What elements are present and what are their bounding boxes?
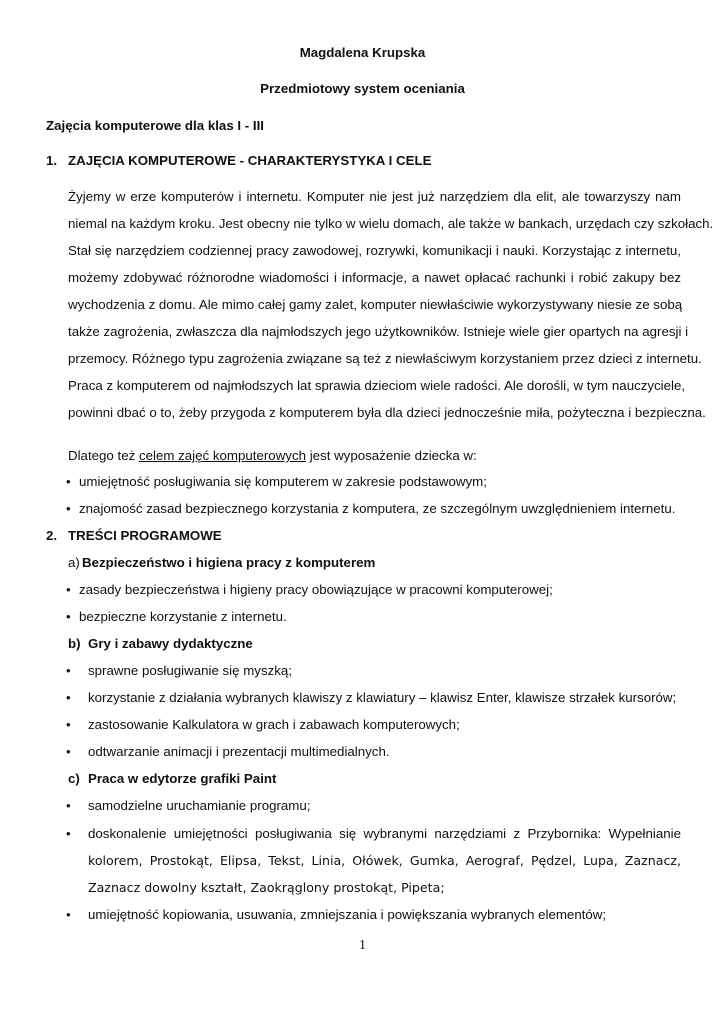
- list-item: umiejętność kopiowania, usuwania, zmniejszania i powiększania wybranych elementów;: [88, 907, 607, 922]
- list-item: samodzielne uruchamianie programu;: [88, 798, 311, 813]
- paragraph-line: Stał się narzędziem codziennej pracy zawodowej, rozrywki, komunikacji i nauki. Korzystając z internetu,: [68, 243, 681, 258]
- section-2-number: 2.: [46, 528, 58, 543]
- paragraph-line: Praca z komputerem od najmłodszych lat sprawia dzieciom wiele radości. Ale dorośli, w tym nauczyciele,: [68, 378, 686, 393]
- paragraph-line: niemal na każdym kroku. Jest obecny nie tylko w wielu domach, ale także w bankach, urzędach czy szkołach.: [68, 216, 714, 231]
- subsection-c-title: Praca w edytorze grafiki Paint: [88, 771, 277, 786]
- paragraph-line: także zagrożenia, zwłaszcza dla najmłodszych jego użytkowników. Istnieje wiele gier opartych na agresji i: [68, 324, 689, 339]
- goal-intro-prefix: Dlatego też: [68, 448, 139, 463]
- list-item: zastosowanie Kalkulatora w grach i zabawach komputerowych;: [88, 717, 460, 732]
- paragraph-line: przemocy. Różnego typu zagrożenia związane są też z niewłaściwym korzystaniem przez dzieci z internetu.: [68, 351, 702, 366]
- list-item: odtwarzanie animacji i prezentacji multimedialnych.: [88, 744, 390, 759]
- bullet-icon: •: [66, 744, 71, 759]
- subsection-a-title: Bezpieczeństwo i higiena pracy z komputerem: [82, 555, 376, 570]
- list-item: sprawne posługiwanie się myszką;: [88, 663, 292, 678]
- paragraph-line: Żyjemy w erze komputerów i internetu. Komputer nie jest już narzędziem dla elit, ale towarzyszy nam: [68, 189, 681, 204]
- bullet-icon: •: [66, 798, 71, 813]
- paragraph-line: powinni dbać o to, żeby przygoda z komputerem była dla dzieci jednocześnie miła, pożyteczna i bezpieczna.: [68, 405, 706, 420]
- subsection-b-label: b): [68, 636, 81, 651]
- bullet-icon: •: [66, 582, 71, 597]
- subsection-a-label: a): [68, 555, 80, 570]
- goal-item: znajomość zasad bezpiecznego korzystania z komputera, ze szczególnym uwzględnieniem internetu.: [79, 501, 676, 516]
- list-item-line: Zaznacz dowolny kształt, Zaokrąglony prostokąt, Pipeta;: [88, 880, 445, 895]
- list-item: bezpieczne korzystanie z internetu.: [79, 609, 287, 624]
- paragraph-line: wychodzenia z domu. Ale mimo całej gamy zalet, komputer niewłaściwie wykorzystywany niesie ze sobą: [68, 297, 683, 312]
- bullet-icon: •: [66, 717, 71, 732]
- bullet-icon: •: [66, 501, 71, 516]
- list-item: korzystanie z działania wybranych klawiszy z klawiatury – klawisz Enter, klawisze strzałek kursorów;: [88, 690, 677, 705]
- document-title: Przedmiotowy system oceniania: [260, 81, 465, 96]
- section-1-number: 1.: [46, 153, 58, 168]
- goal-item: umiejętność posługiwania się komputerem w zakresie podstawowym;: [79, 474, 487, 489]
- section-2-heading: TREŚCI PROGRAMOWE: [68, 528, 222, 543]
- subsection-b-title: Gry i zabawy dydaktyczne: [88, 636, 253, 651]
- section-1-heading: ZAJĘCIA KOMPUTEROWE - CHARAKTERYSTYKA I CELE: [68, 153, 432, 168]
- goal-intro: [68, 448, 477, 464]
- author-name: Magdalena Krupska: [299, 45, 426, 60]
- list-item-line: doskonalenie umiejętności posługiwania się wybranymi narzędziami z Przybornika: Wypełnianie: [88, 826, 681, 841]
- page-number: 1: [359, 938, 366, 953]
- bullet-icon: •: [66, 663, 71, 678]
- goal-intro-suffix: jest wyposażenie dziecka w:: [306, 448, 477, 463]
- bullet-icon: •: [66, 826, 71, 841]
- list-item: zasady bezpieczeństwa i higieny pracy obowiązujące w pracowni komputerowej;: [79, 582, 553, 597]
- bullet-icon: •: [66, 907, 71, 922]
- paragraph-line: możemy zdobywać różnorodne wiadomości i informacje, a nawet opłacać rachunki i robić zakupy bez: [68, 270, 681, 285]
- goal-intro-underlined: celem zajęć komputerowych: [138, 448, 306, 463]
- bullet-icon: •: [66, 609, 71, 624]
- list-item-line: kolorem, Prostokąt, Elipsa, Tekst, Linia, Ołówek, Gumka, Aerograf, Pędzel, Lupa, Zaznacz,: [88, 853, 681, 868]
- subsection-c-label: c): [68, 771, 80, 786]
- subject-heading: Zajęcia komputerowe dla klas I - III: [46, 118, 264, 133]
- bullet-icon: •: [66, 690, 71, 705]
- bullet-icon: •: [66, 474, 71, 489]
